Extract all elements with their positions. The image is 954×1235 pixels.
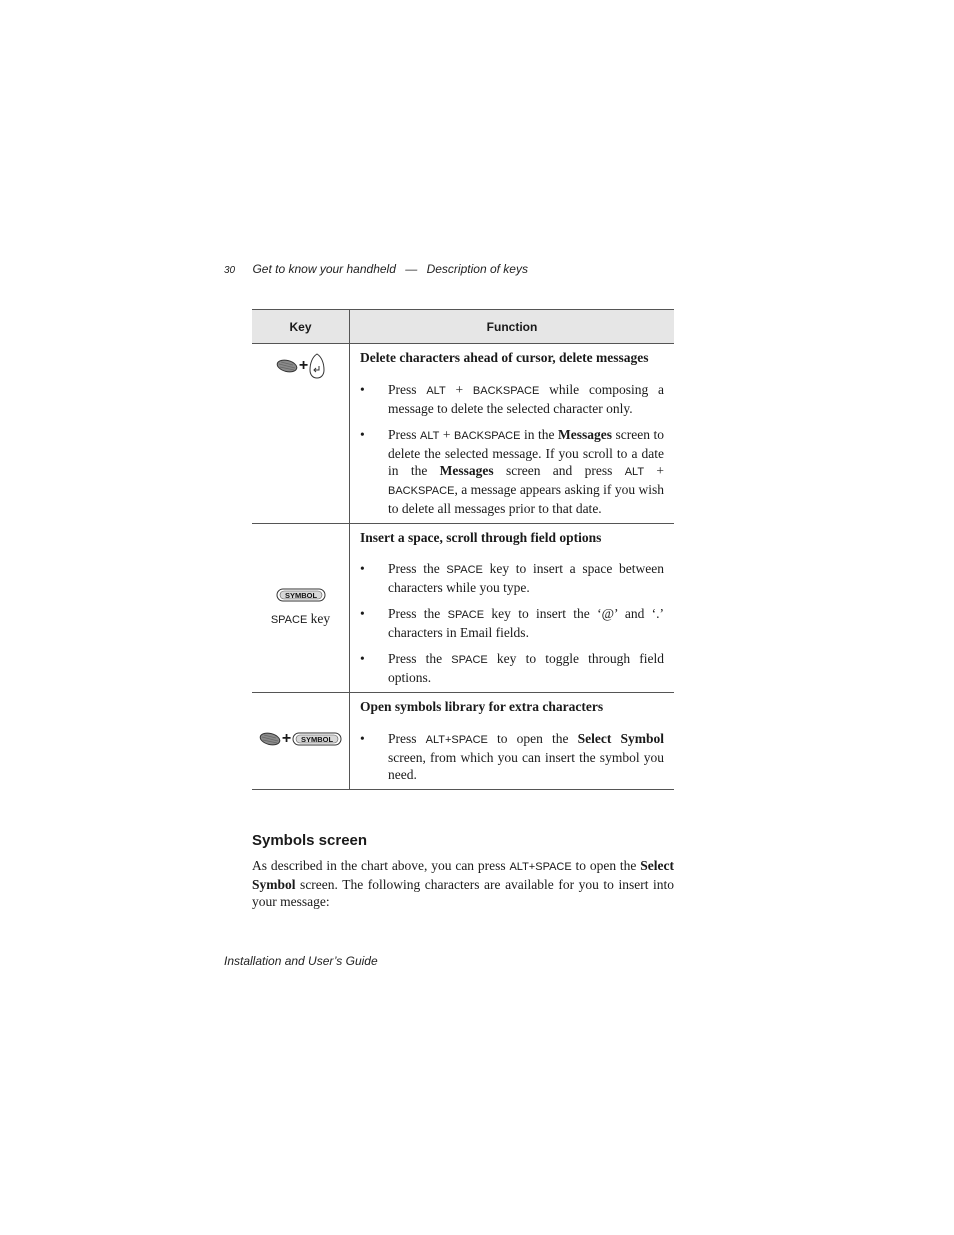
alt-key-icon <box>259 732 281 746</box>
column-header-function: Function <box>350 310 675 344</box>
function-cell <box>350 693 675 790</box>
key-combination <box>259 731 342 747</box>
key-cell <box>252 344 350 524</box>
symbol-key-label: SYMBOL <box>301 734 334 744</box>
table-row <box>252 523 674 693</box>
function-cell <box>350 344 675 524</box>
key-function-table <box>252 309 674 790</box>
symbols-screen-paragraph: As described in the chart above, you can press ALT+SPACE to open the Select Symbol screen. The following characters are available for you to insert into your message: <box>252 858 674 909</box>
running-footer: Installation and User’s Guide <box>224 954 378 968</box>
symbol-key-icon <box>276 588 326 602</box>
symbol-key-icon <box>292 732 342 746</box>
list-item: • Press ALT+SPACE to open the Select Symbol screen, from which you can insert the symbol you need. <box>360 730 664 783</box>
page-number: 30 <box>224 265 236 276</box>
list-item: • Press ALT + BACKSPACE in the Messages screen to delete the selected message. If you scroll to a date in the Messages screen and press ALT + BACKSPACE, a message appears asking if you wish to delete all messages prior to that date. <box>360 426 664 517</box>
running-header <box>224 262 528 276</box>
table-row <box>252 693 674 790</box>
section-title: Description of keys <box>426 262 528 276</box>
table-header-row <box>252 310 674 344</box>
symbol-key-label: SYMBOL <box>284 591 317 601</box>
function-bullets <box>360 381 664 517</box>
table-row <box>252 344 674 524</box>
key-cell <box>252 693 350 790</box>
alt-key-icon <box>276 359 298 373</box>
function-bullets <box>360 730 664 783</box>
function-bullets <box>360 560 664 686</box>
space-key-label: SPACE key <box>270 611 331 627</box>
chapter-title: Get to know your handheld <box>252 262 396 276</box>
key-combination <box>276 353 325 379</box>
key-cell <box>252 523 350 693</box>
function-title: Open symbols library for extra characters <box>360 699 604 714</box>
plus-icon: + <box>281 729 292 747</box>
list-item: • Press the SPACE key to toggle through field options. <box>360 650 664 686</box>
plus-icon: + <box>298 357 309 374</box>
list-item: • Press the SPACE key to insert the ‘@’ and ‘.’ characters in Email fields. <box>360 605 664 641</box>
header-separator: — <box>405 262 418 276</box>
function-title: Insert a space, scroll through field options <box>360 529 602 545</box>
function-cell <box>350 523 675 693</box>
column-header-key: Key <box>252 310 350 344</box>
function-title: Delete characters ahead of cursor, delete messages <box>360 350 649 365</box>
backspace-key-icon <box>309 353 325 379</box>
symbols-screen-heading: Symbols screen <box>252 832 368 849</box>
list-item: • Press ALT + BACKSPACE while composing a message to delete the selected character only. <box>360 381 664 417</box>
list-item: • Press the SPACE key to insert a space between characters while you type. <box>360 560 664 596</box>
